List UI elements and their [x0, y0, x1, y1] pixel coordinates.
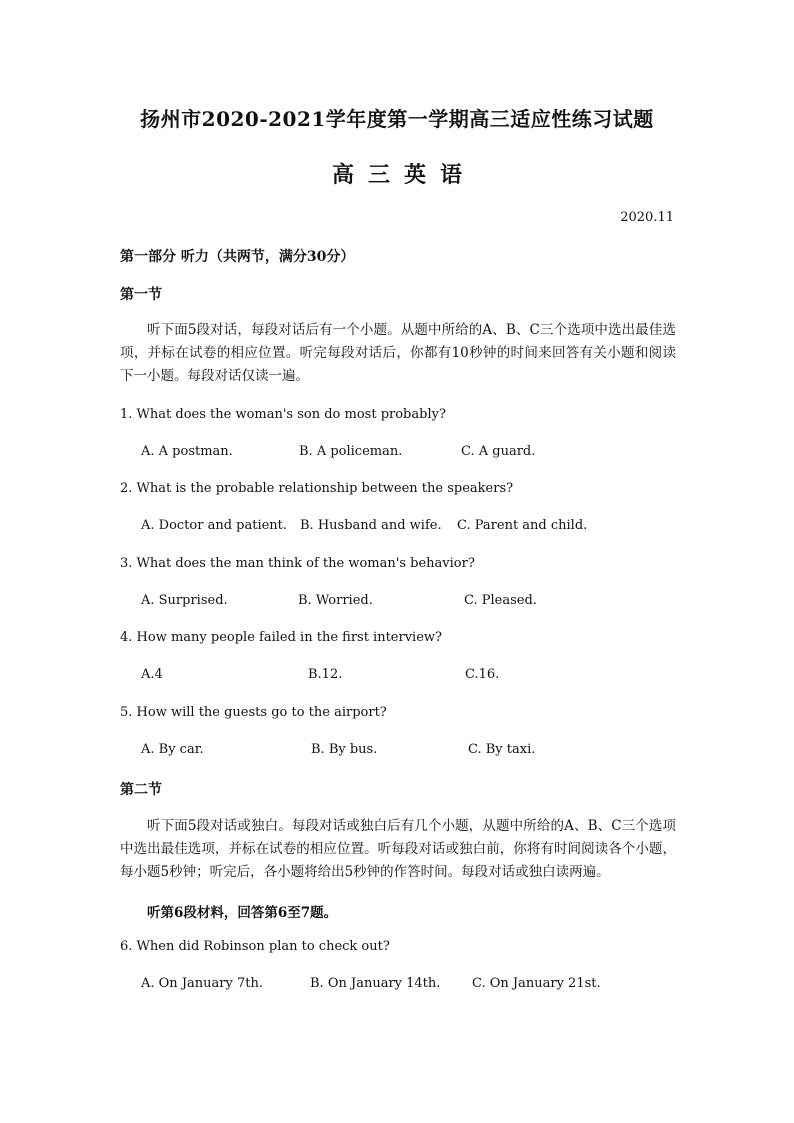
q6-option-b: B. On January 14th. — [310, 976, 441, 991]
section1-header: 第一节 — [120, 287, 162, 303]
section1-instructions: 听下面5段对话，每段对话后有一个小题。从题中所给的A、B、C三个选项中选出最佳选项，并标在试卷的相应位置。听完每段对话后，你都有10秒钟的时间来回答有关小题和阅读下一小题。每段对话仅读一遍。 — [120, 322, 676, 384]
page-title: 扬州市2020-2021学年度第一学期高三适应性练习试题 — [140, 107, 654, 131]
part1-header: 第一部分 听力（共两节，满分30分） — [120, 249, 355, 265]
q1-option-a: A. A postman. — [141, 444, 233, 459]
question-5: 5. How will the guests go to the airport? — [120, 705, 387, 720]
q6-option-a: A. On January 7th. — [141, 976, 263, 991]
subject-title: 高三英语 — [331, 162, 476, 188]
q5-option-a: A. By car. — [141, 742, 204, 757]
q5-option-b: B. By bus. — [311, 742, 378, 757]
exam-date: 2020.11 — [620, 210, 674, 225]
q4-option-c: C.16. — [465, 667, 500, 682]
q3-option-c: C. Pleased. — [464, 593, 537, 608]
q3-option-a: A. Surprised. — [141, 593, 228, 608]
q1-option-b: B. A policeman. — [299, 444, 403, 459]
question-1: 1. What does the woman's son do most probably? — [120, 407, 446, 422]
q6-option-c: C. On January 21st. — [472, 976, 601, 991]
q1-option-c: C. A guard. — [461, 444, 536, 459]
question-3: 3. What does the man think of the woman's behavior? — [120, 556, 475, 571]
section2-instructions: 听下面5段对话或独白。每段对话或独白后有几个小题，从题中所给的A、B、C三个选项中选出最佳选项，并标在试卷的相应位置。听每段对话或独白前，你将有时间阅读各个小题，每小题5秒钟；听完后，各小题将给出5秒钟的作答时间。每段对话或独白读两遍。 — [120, 818, 676, 880]
q3-option-b: B. Worried. — [298, 593, 373, 608]
q2-option-c: C. Parent and child. — [457, 518, 588, 533]
q2-option-a: A. Doctor and patient. — [141, 518, 288, 533]
question-6: 6. When did Robinson plan to check out? — [120, 939, 390, 954]
question-4: 4. How many people failed in the first interview? — [120, 630, 443, 645]
q2-option-b: B. Husband and wife. — [300, 518, 442, 533]
material-note: 听第6段材料，回答第6至7题。 — [147, 905, 338, 921]
q5-option-c: C. By taxi. — [468, 742, 536, 757]
q4-option-b: B.12. — [308, 667, 343, 682]
section2-header: 第二节 — [120, 782, 162, 798]
question-2: 2. What is the probable relationship between the speakers? — [120, 481, 514, 496]
q4-option-a: A.4 — [141, 667, 163, 682]
